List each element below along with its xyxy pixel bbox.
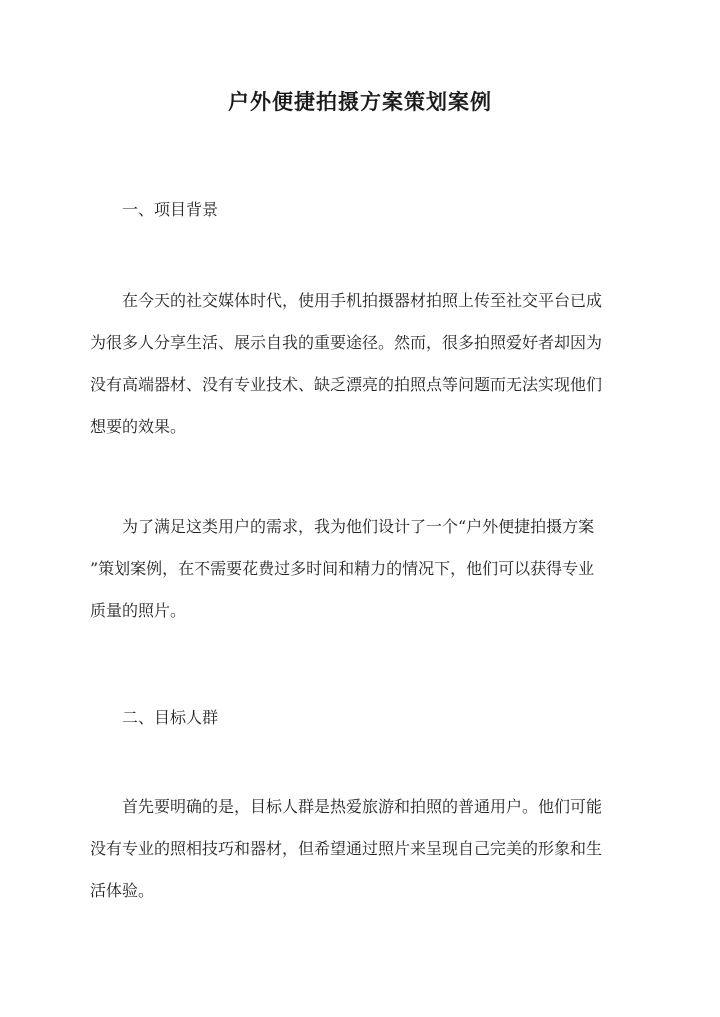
- paragraph-line: 质量的照片。: [90, 601, 187, 620]
- paragraph-line: 在今天的社交媒体时代，使用手机拍摄器材拍照上传至社交平台已成: [122, 291, 603, 310]
- paragraph-line: 为了满足这类用户的需求，我为他们设计了一个“户外便捷拍摄方案: [122, 517, 595, 536]
- paragraph-line: 想要的效果。: [90, 417, 187, 436]
- paragraph-audience-1: [90, 786, 635, 912]
- paragraph-line: 活体验。: [90, 881, 155, 900]
- section-heading-target-audience: 二、目标人群: [122, 708, 219, 727]
- document-title: 户外便捷拍摄方案策划案例: [228, 89, 492, 114]
- paragraph-line: 首先要明确的是，目标人群是热爱旅游和拍照的普通用户。他们可能: [122, 797, 603, 816]
- section-heading-project-background: 一、项目背景: [122, 200, 219, 219]
- paragraph-background-1: [90, 280, 635, 448]
- paragraph-background-2: [90, 506, 635, 632]
- paragraph-line: 为很多人分享生活、展示自我的重要途径。然而，很多拍照爱好者却因为: [90, 333, 603, 352]
- paragraph-line: 没有专业的照相技巧和器材，但希望通过照片来呈现自己完美的形象和生: [90, 839, 603, 858]
- paragraph-line: ”策划案例，在不需要花费过多时间和精力的情况下，他们可以获得专业: [90, 559, 595, 578]
- paragraph-line: 没有高端器材、没有专业技术、缺乏漂亮的拍照点等问题而无法实现他们: [90, 375, 603, 394]
